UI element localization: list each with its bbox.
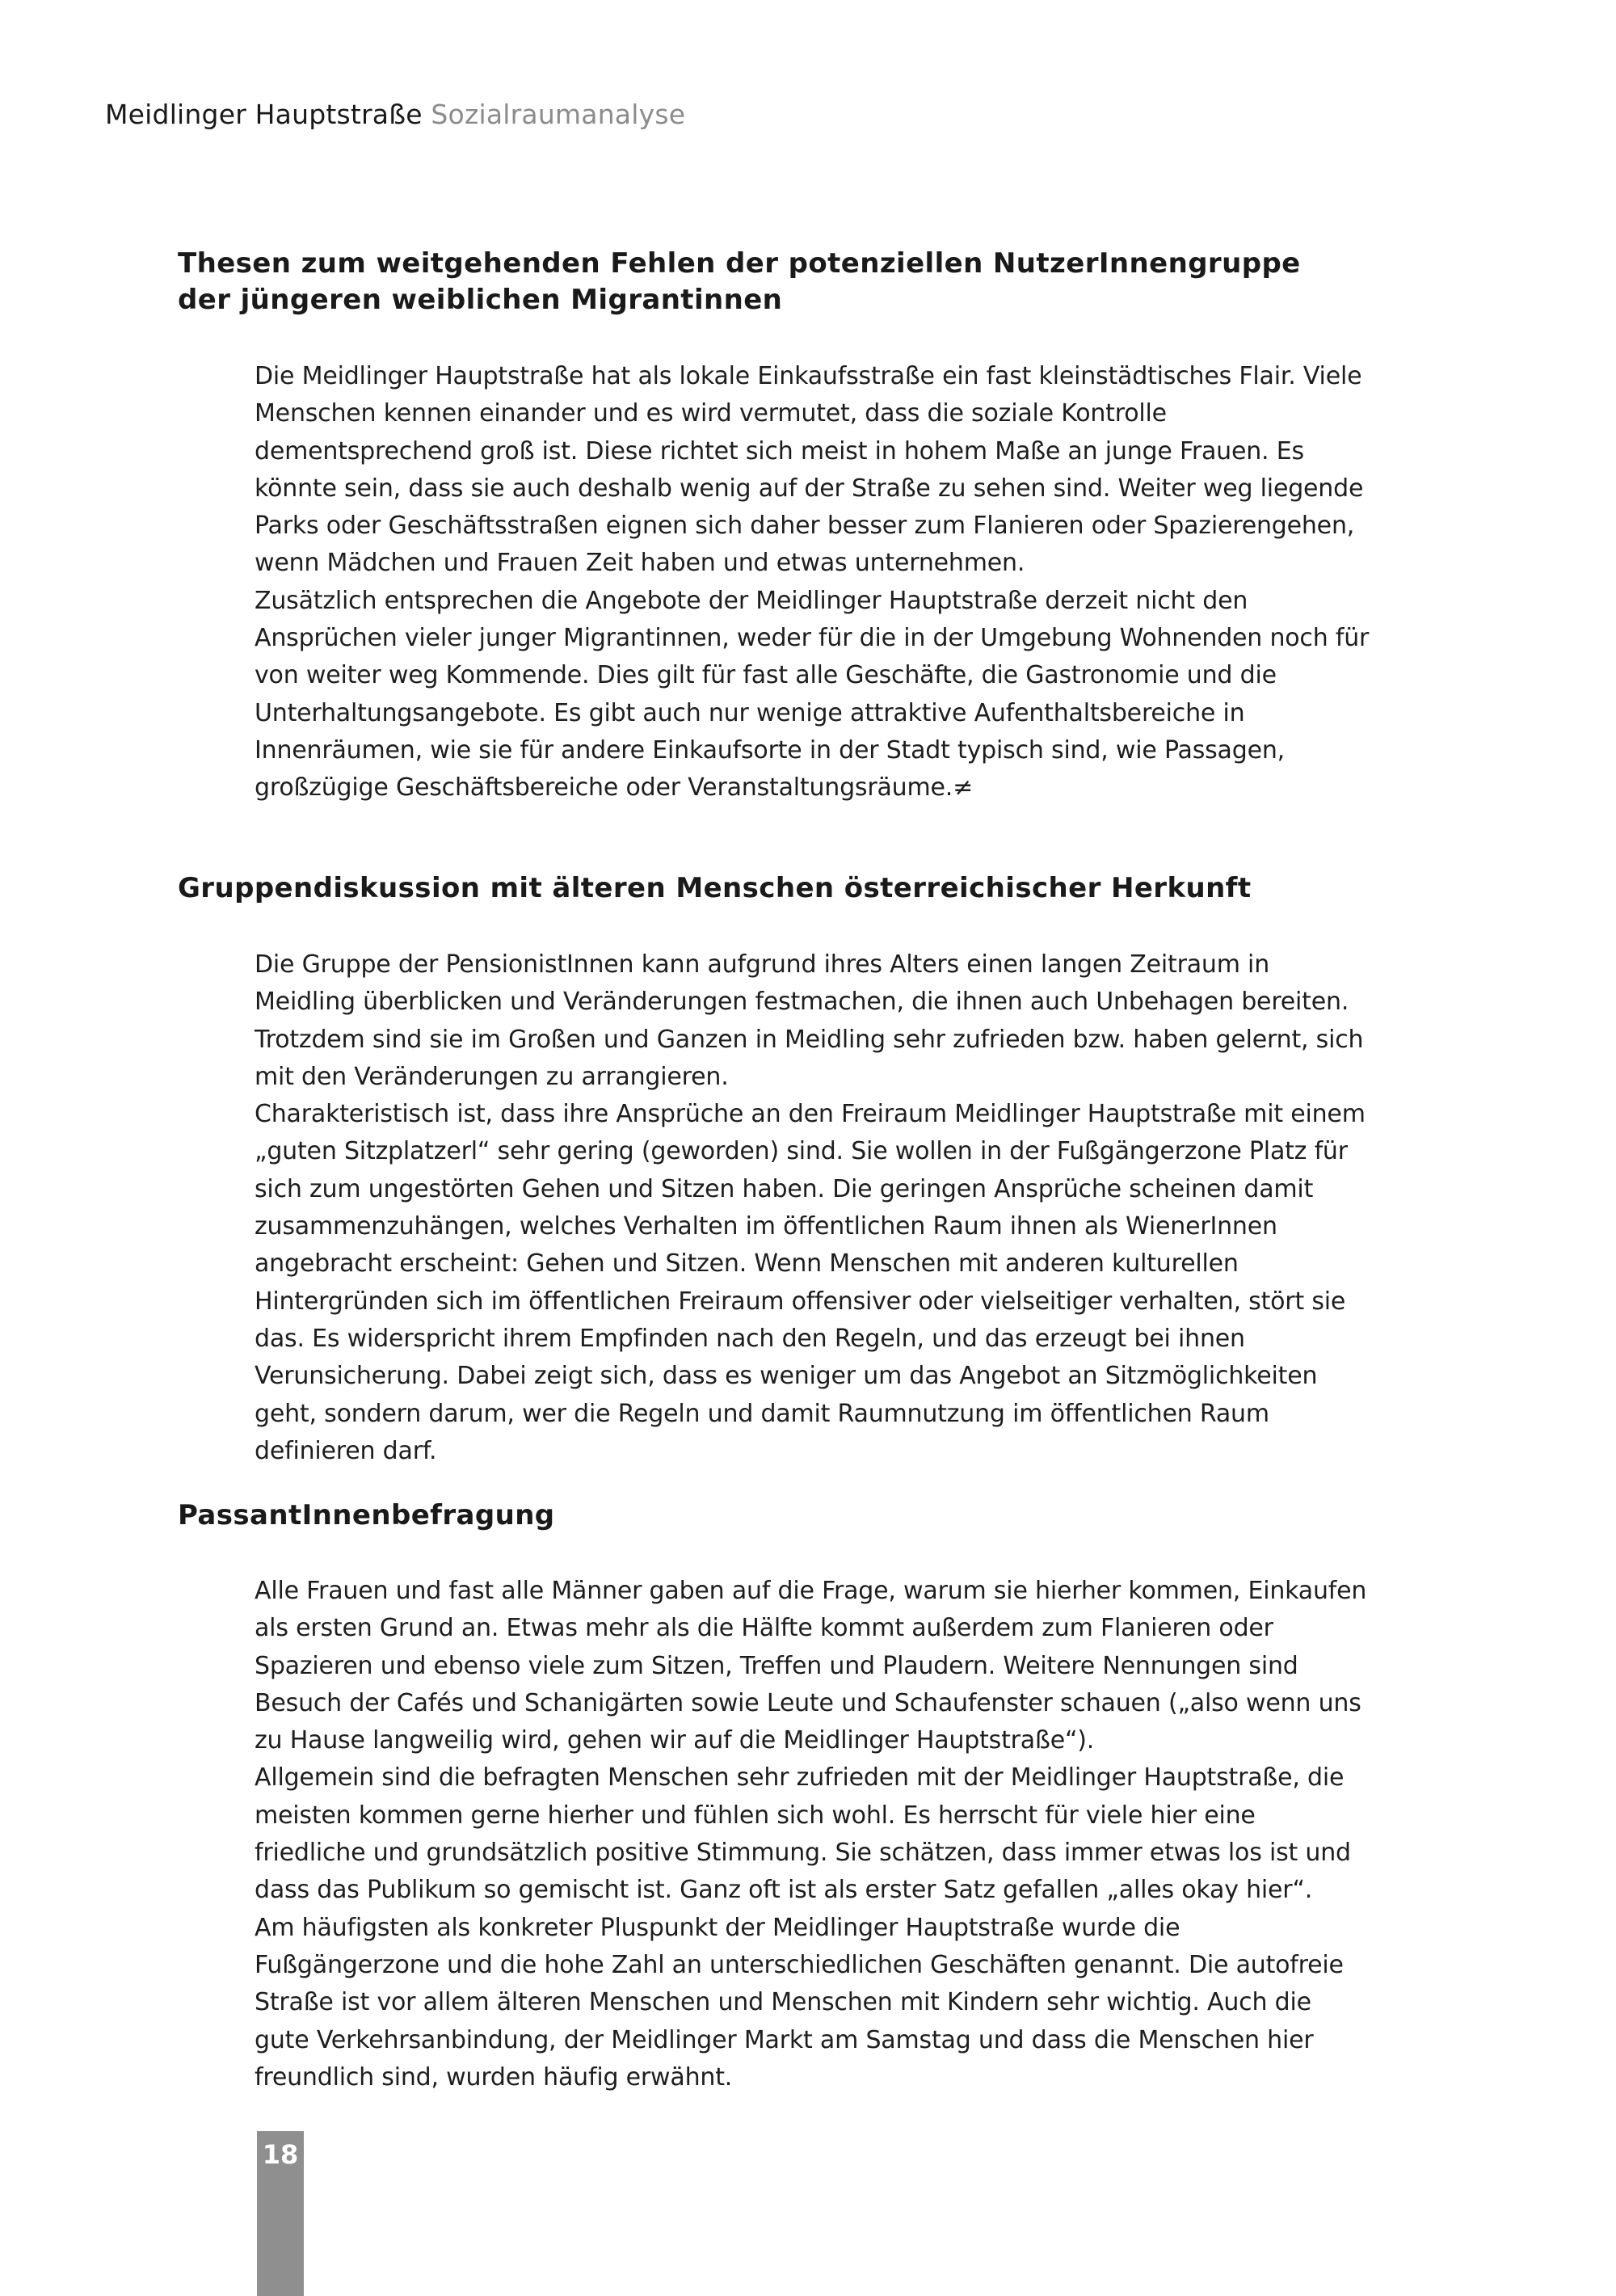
header-title: Meidlinger Hauptstraße — [105, 99, 423, 130]
section-heading-group-discussion — [178, 870, 1252, 907]
paragraph: Am häufigsten als konkreter Pluspunkt der Meidlinger Hauptstraße wurde die Fußgängerzone und die hohe Zahl an unterschiedlichen Geschäften genannt. Die autofreie Straße ist vor allem älteren Menschen und Menschen mit Kindern sehr wichtig. Auch die gute Verkehrsanbindung, der Meidlinger Markt am Samstag und dass die Menschen hier freundlich sind, wurden häufig erwähnt. — [255, 1913, 1344, 2092]
page-number-tab — [257, 2131, 304, 2296]
heading-line: der jüngeren weiblichen Migrantinnen — [178, 284, 783, 316]
paragraph: Allgemein sind die befragten Menschen sehr zufrieden mit der Meidlinger Hauptstraße, die meisten kommen gerne hierher und fühlen sich wohl. Es herrscht für viele hier eine friedliche und grundsätzlich positive Stimmung. Sie schätzen, dass immer etwas los ist und dass das Publikum so gemischt ist. Ganz oft ist als erster Satz gefallen „alles okay hier“. — [255, 1763, 1351, 1905]
section-body-passerby-survey — [255, 1573, 1370, 2096]
heading-line: PassantInnenbefragung — [178, 1499, 555, 1531]
running-header — [105, 99, 685, 130]
section-heading-passerby-survey — [178, 1498, 555, 1534]
header-subtitle: Sozialraumanalyse — [431, 99, 686, 130]
paragraph: Alle Frauen und fast alle Männer gaben auf die Frage, warum sie hierher kommen, Einkaufen als ersten Grund an. Etwas mehr als die Hälfte kommt außerdem zum Flanieren oder Spazieren und ebenso viele zum Sitzen, Treffen und Plaudern. Weitere Nennungen sind Besuch der Cafés und Schanigärten sowie Leute und Schaufenster schauen („also wenn uns zu Hause langweilig wird, gehen wir auf die Meidlinger Hauptstraße“). — [255, 1577, 1367, 1755]
heading-line: Gruppendiskussion mit älteren Menschen österreichischer Herkunft — [178, 872, 1252, 904]
heading-line: Thesen zum weitgehenden Fehlen der potenziellen NutzerInnengruppe — [178, 247, 1301, 280]
paragraph: Zusätzlich entsprechen die Angebote der Meidlinger Hauptstraße derzeit nicht den Ansprüchen vieler junger Migrantinnen, weder für die in der Umgebung Wohnenden noch für von weiter weg Kommende. Dies gilt für fast alle Geschäfte, die Gastronomie und die Unterhaltungsangebote. Es gibt auch nur wenige attraktive Aufenthaltsbereiche in Innenräumen, wie sie für andere Einkaufsorte in der Stadt typisch sind, wie Passagen, großzügige Geschäftsbereiche oder Veranstaltungsräume.≠ — [255, 586, 1370, 803]
section-body-theses — [255, 358, 1370, 807]
section-body-group-discussion — [255, 946, 1370, 1470]
paragraph: Die Gruppe der PensionistInnen kann aufgrund ihres Alters einen langen Zeitraum in Meidling überblicken und Veränderungen festmachen, die ihnen auch Unbehagen bereiten. Trotzdem sind sie im Großen und Ganzen in Meidling sehr zufrieden bzw. haben gelernt, sich mit den Veränderungen zu arrangieren. — [255, 950, 1364, 1091]
paragraph: Charakteristisch ist, dass ihre Ansprüche an den Freiraum Meidlinger Hauptstraße mit einem „guten Sitzplatzerl“ sehr gering (geworden) sind. Sie wollen in der Fußgängerzone Platz für sich zum ungestörten Gehen und Sitzen haben. Die geringen Ansprüche scheinen damit zusammenzuhängen, welches Verhalten im öffentlichen Raum ihnen als WienerInnen angebracht erscheint: Gehen und Sitzen. Wenn Menschen mit anderen kulturellen Hintergründen sich im öffentlichen Freiraum offensiver oder vielseitiger verhalten, stört sie das. Es widerspricht ihrem Empfinden nach den Regeln, und das erzeugt bei ihnen Verunsicherung. Dabei zeigt sich, dass es weniger um das Angebot an Sitzmöglichkeiten geht, sondern darum, wer die Regeln und damit Raumnutzung im öffentlichen Raum definieren darf. — [255, 1100, 1366, 1465]
paragraph: Die Meidlinger Hauptstraße hat als lokale Einkaufsstraße ein fast kleinstädtisches Flair. Viele Menschen kennen einander und es wird vermutet, dass die soziale Kontrolle dementsprechend groß ist. Diese richtet sich meist in hohem Maße an junge Frauen. Es könnte sein, dass sie auch deshalb wenig auf der Straße zu sehen sind. Weiter weg liegende Parks oder Geschäftsstraßen eignen sich daher besser zum Flanieren oder Spazierengehen, wenn Mädchen und Frauen Zeit haben und etwas unternehmen. — [255, 362, 1364, 578]
page-number: 18 — [262, 2139, 299, 2170]
section-heading-theses — [178, 246, 1301, 318]
